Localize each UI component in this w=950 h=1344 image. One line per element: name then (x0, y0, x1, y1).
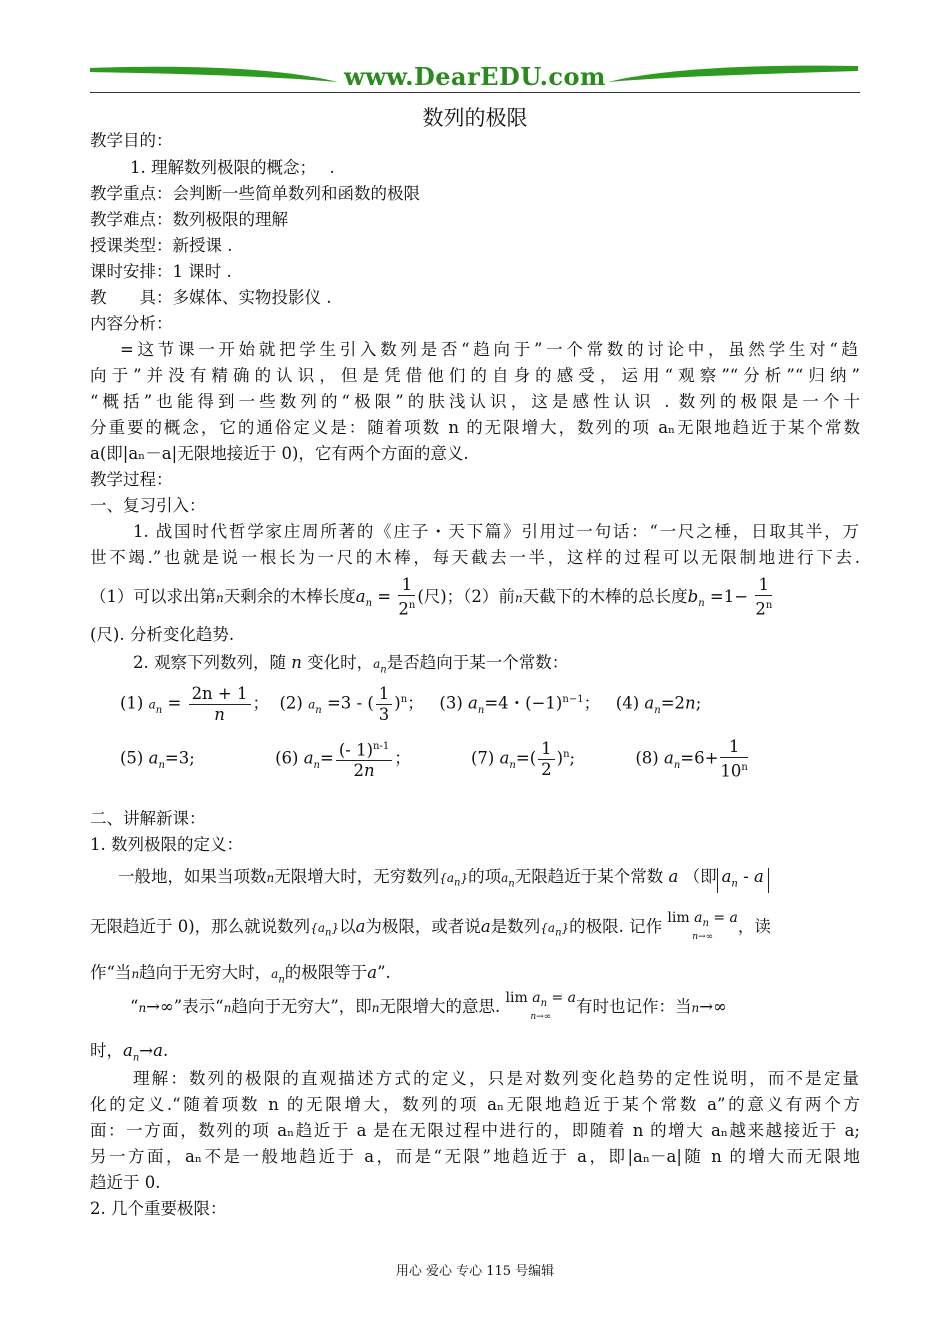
analysis-label: 内容分析： (90, 314, 173, 333)
analysis-line: a(即|aₙ－a|无限地接近于 0)，它有两个方面的意义. (90, 444, 469, 463)
page-footer: 用心 爱心 专心 115 号编辑 (395, 1264, 555, 1279)
definition-line: 作“当n趋向于无穷大时，$a_n$的极限等于a”. (90, 963, 391, 986)
understand-line: 另一方面，aₙ不是一般地趋近于 a，而是“无限”地趋近于 a，即|aₙ－a|随 n 的增大而无限地 (90, 1147, 860, 1166)
difficult-point: 教学难点：数列极限的理解 (90, 210, 288, 229)
definition-line: 一般地，如果当项数n无限增大时，无穷数列$\{a_n\}$的项$a_n$无限趋近于某个常数 a （即 $a_n$ - a (118, 860, 769, 901)
unit-note: (尺). 分析变化趋势. (90, 625, 235, 644)
purpose-item: 1. 理解数列极限的概念； . (130, 158, 335, 177)
understand-line: 理解：数列的极限的直观描述方式的定义，只是对数列变化趋势的定性说明，而不是定量 (133, 1069, 859, 1088)
header-rule (90, 92, 860, 93)
paragraph-line: 1. 战国时代哲学家庄周所著的《庄子・天下篇》引用过一句话：“一尺之棰，日取其半，万 (133, 522, 859, 541)
lesson-hours: 课时安排：1 课时 . (90, 262, 232, 281)
definition-label: 1. 数列极限的定义： (90, 835, 243, 854)
understand-line: 趋近于 0. (90, 1173, 161, 1192)
fraction: $\frac{1}{2^n}$ (755, 575, 773, 619)
definition-line: 无限趋近于 0)，那么就说数列$\{a_n\}$以a为极限，或者说a是数列$\{a_n\}$的极限. 记作 $\lim a_n = a$ n→∞ ，读 (90, 909, 771, 943)
section-new: 二、讲解新课： (90, 809, 206, 828)
lesson-type: 授课类型：新授课 . (90, 236, 233, 255)
analysis-line: =这节课一开始就把学生引入数列是否“趋向于”一个常数的讨论中，虽然学生对“趋 (120, 340, 858, 359)
page-title: 数列的极限 (422, 106, 528, 130)
limits-label: 2. 几个重要极限： (90, 1199, 227, 1218)
sequence-list-2: (5) $a_n=3$; (6) $a_n=$ $\frac{(- 1)^{n-1}}{2n}$ ； (7) $a_n=$( $\frac{1}{2}$ )$^n$; (8) $a_n=6+$ $\frac{1}{10^n}$ (120, 736, 748, 781)
stick-formula-line: （1）可以求出第n天剩余的木棒长度$a_n$ = $\frac{1}{2^n}$ (尺)；（2）前n天截下的木棒的总长度$b_n =1-$ $\frac{1}{2^n}$ (90, 575, 773, 619)
paragraph-line: 世不竭.”也就是说一根长为一尺的木棒，每天截去一半，这样的过程可以无限制地进行下去. (90, 548, 860, 567)
fraction: $\frac{1}{2^n}$ (398, 575, 416, 619)
sequence-list-1: (1) $a_n$ = $\frac{2n + 1}{n}$ ； (2) $a_n =3$ - ( $\frac{1}{3}$ )$^n$； (3) $a_n=4$・$(-1)^{n-1}$； (4) $a_n=2n$; (120, 683, 702, 724)
process-label: 教学过程： (90, 470, 173, 489)
observe-line: 2. 观察下列数列，随 n 变化时，$a_n$是否趋向于某一个常数： (133, 653, 569, 676)
understand-line: 面：一方面，数列的项 aₙ趋近于 a 是在无限过程中进行的，即随着 n 的增大 aₙ越来越接近于 a; (90, 1121, 860, 1140)
analysis-line: “概括”也能得到一些数列的“极限”的肤浅认识，这是感性认识 . 数列的极限是一个十 (90, 392, 860, 411)
lesson-tools: 教 具：多媒体、实物投影仪 . (90, 288, 332, 307)
notation-line: 时，$a_n\to a$. (90, 1041, 169, 1064)
purpose-label: 教学目的： (90, 131, 173, 150)
analysis-line: 向于”并没有精确的认识，但是凭借他们的自身的感受，运用“观察”“分析”“归纳” (90, 366, 860, 385)
notation-line: “n→∞”表示“n趋向于无穷大”，即n无限增大的意思. $\lim a_n = a$ n→∞ 有时也记作：当n→∞ (130, 989, 727, 1023)
site-logo[interactable]: www.DearEDU.com (344, 62, 606, 91)
key-point: 教学重点：会判断一些简单数列和函数的极限 (90, 184, 420, 203)
section-review: 一、复习引入： (90, 496, 206, 515)
analysis-line: 分重要的概念，它的通俗定义是：随着项数 n 的无限增大，数列的项 aₙ无限地趋近于某个常数 (90, 418, 860, 437)
understand-line: 化的定义.“随着项数 n 的无限增大，数列的项 aₙ无限地趋近于某个常数 a”的意义有两个方 (90, 1095, 860, 1114)
